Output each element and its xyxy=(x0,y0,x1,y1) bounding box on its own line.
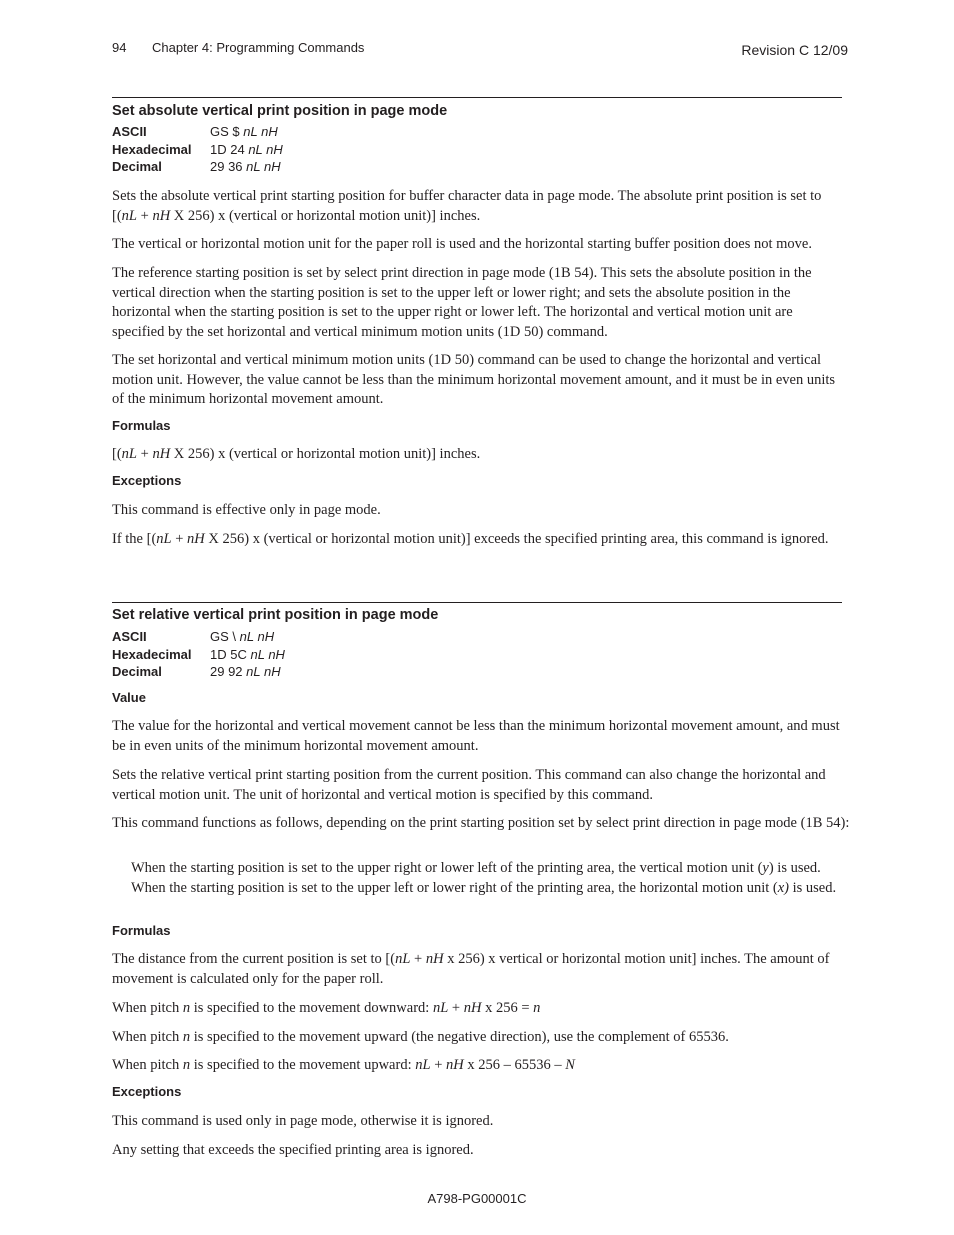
ascii-label: ASCII xyxy=(112,629,147,644)
bullet-item: When the starting position is set to the upper right or lower left of the printing area, the vertical motion unit (y) is used. xyxy=(131,860,821,876)
exception-text: This command is used only in page mode, otherwise it is ignored. xyxy=(112,1113,494,1129)
decimal-value: 29 92 xyxy=(210,664,243,679)
formulas-heading: Formulas xyxy=(112,923,171,938)
exceptions-heading: Exceptions xyxy=(112,473,182,488)
decimal-args: nL nH xyxy=(246,159,281,174)
hex-args: nL nH xyxy=(248,141,283,157)
section-title: Set relative vertical print position in page mode xyxy=(112,607,439,623)
section-title: Set absolute vertical print position in page mode xyxy=(112,103,448,119)
decimal-row xyxy=(112,663,285,681)
revision-label: Revision C 12/09 xyxy=(741,42,848,58)
description-paragraph: Sets the absolute vertical print starting position for buffer character data in page mode. The absolute print position is set to [(nL + nH X 256) x (vertical or horizontal motion unit)] inches. xyxy=(112,188,822,224)
document-id: A798-PG00001C xyxy=(427,1191,527,1206)
decimal-row xyxy=(112,158,283,176)
ascii-label: ASCII xyxy=(112,124,147,139)
exceptions-heading: Exceptions xyxy=(112,1084,182,1099)
section-divider xyxy=(112,97,842,98)
description-paragraph: The vertical or horizontal motion unit for the paper roll is used and the horizontal starting buffer position does not move. xyxy=(112,236,812,252)
hex-args: nL nH xyxy=(250,646,285,662)
ascii-args: nL nH xyxy=(239,629,275,644)
hex-row xyxy=(112,646,285,664)
description-paragraph: The value for the horizontal and vertical movement cannot be less than the minimum horizontal movement amount, and must be in even units of the minimum horizontal movement amount. xyxy=(112,718,840,754)
chapter-title: Chapter 4: Programming Commands xyxy=(152,40,365,55)
decimal-label: Decimal xyxy=(112,664,162,679)
hex-label: Hexadecimal xyxy=(112,646,192,662)
description-paragraph: The set horizontal and vertical minimum motion units (1D 50) command can be used to change the horizontal and vertical motion unit. However, the value cannot be less than the minimum horizontal movement amount, and it must be in even units of the minimum horizontal movement amount. xyxy=(112,352,836,407)
ascii-row xyxy=(112,628,285,646)
description-paragraph: The reference starting position is set by select print direction in page mode (1B 54). This sets the absolute position in the vertical direction when the starting position is set to the upper left or lower right; and sets the absolute position in the horizontal when the starting position is set to the upper right or lower left. The horizontal and vertical motion unit are specified by the set horizontal and vertical minimum motion units (1D 50) command. xyxy=(112,265,812,340)
value-heading: Value xyxy=(112,690,146,705)
formula-text: When pitch n is specified to the movement upward: nL + nH x 256 – 65536 – N xyxy=(112,1057,575,1073)
formula-text: When pitch n is specified to the movement upward (the negative direction), use the complement of 65536. xyxy=(112,1029,729,1045)
bullet-item: When the starting position is set to the upper left or lower right of the printing area, the horizontal motion unit (x) is used. xyxy=(131,880,837,896)
hex-row xyxy=(112,141,283,159)
exception-text: Any setting that exceeds the specified printing area is ignored. xyxy=(112,1142,474,1158)
ascii-value: GS \ xyxy=(210,629,237,644)
ascii-args: nL nH xyxy=(243,124,278,139)
decimal-value: 29 36 xyxy=(210,159,243,174)
command-codes-table xyxy=(112,628,285,681)
ascii-row xyxy=(112,123,283,141)
section-divider xyxy=(112,602,842,603)
description-paragraph: This command functions as follows, depending on the print starting position set by select print direction in page mode (1B 54): xyxy=(112,815,850,831)
formula-text: When pitch n is specified to the movement downward: nL + nH x 256 = n xyxy=(112,1000,541,1016)
formula-text: [(nL + nH X 256) x (vertical or horizontal motion unit)] inches. xyxy=(112,446,481,462)
command-codes-table xyxy=(112,123,283,176)
exception-text: If the [(nL + nH X 256) x (vertical or horizontal motion unit)] exceeds the specified printing area, this command is ignored. xyxy=(112,531,829,547)
ascii-value: GS $ xyxy=(210,124,240,139)
formulas-heading: Formulas xyxy=(112,418,171,433)
page-number: 94 xyxy=(112,40,127,55)
decimal-args: nL nH xyxy=(246,664,281,679)
exception-text: This command is effective only in page mode. xyxy=(112,502,381,518)
decimal-label: Decimal xyxy=(112,159,162,174)
description-paragraph: Sets the relative vertical print starting position from the current position. This command can also change the horizontal and vertical motion unit. The unit of horizontal and vertical motion is specified by this command. xyxy=(112,767,826,803)
hex-value: 1D 24 xyxy=(210,141,245,157)
formula-text: The distance from the current position is set to [(nL + nH x 256) x vertical or horizontal motion unit] inches. The amount of movement is calculated only for the paper roll. xyxy=(112,951,830,987)
hex-value: 1D 5C xyxy=(210,646,247,662)
hex-label: Hexadecimal xyxy=(112,141,192,157)
